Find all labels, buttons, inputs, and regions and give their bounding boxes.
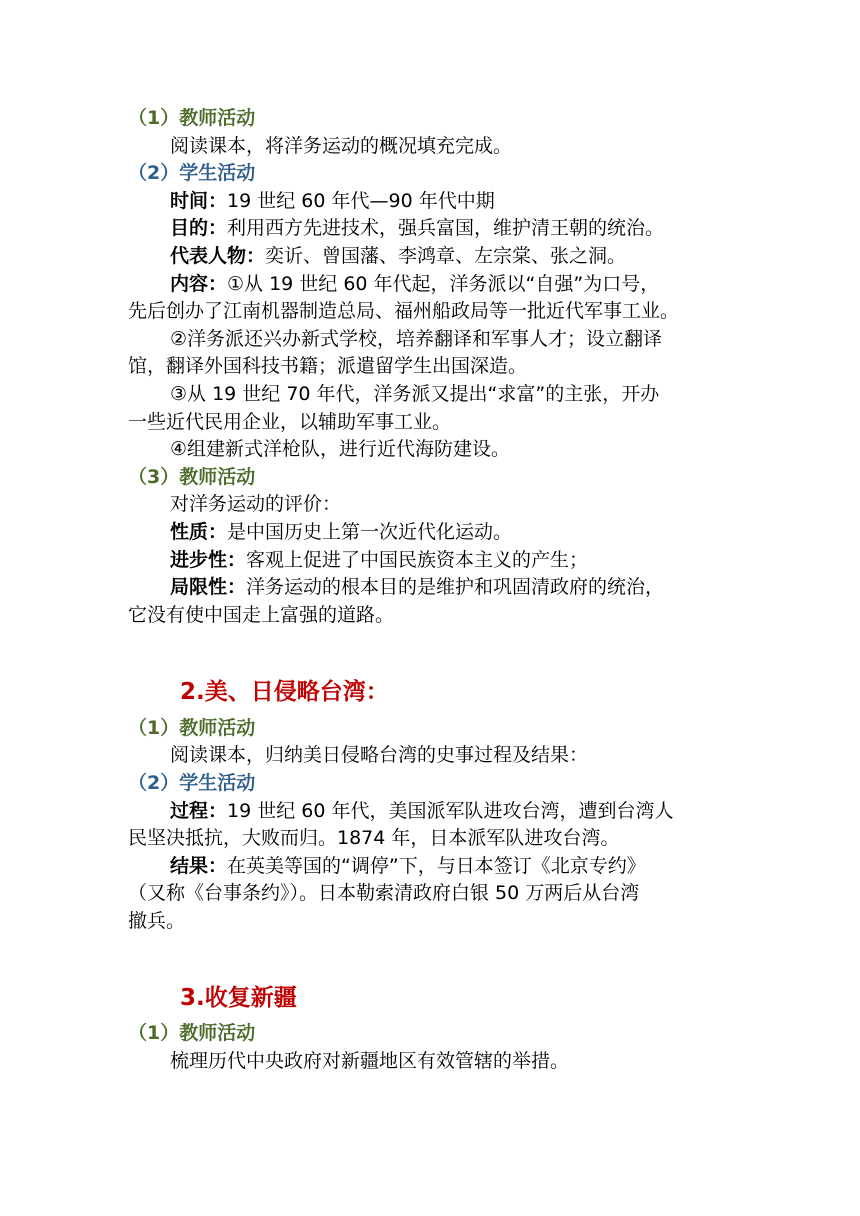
time-line xyxy=(128,188,738,216)
progress-line xyxy=(128,547,738,575)
term-label: 进步性： xyxy=(170,548,247,571)
paragraph-continuation: 一些近代民用企业，以辅助军事工业。 xyxy=(128,410,452,433)
teacher-activity-label: （3）教师活动 xyxy=(128,465,256,488)
teacher-activity-label: （1）教师活动 xyxy=(128,107,256,129)
teacher-activity-label: （1）教师活动 xyxy=(128,1022,256,1045)
paragraph-continuation: 民坚决抵抗，大败而归。1874 年，日本派军队进攻台湾。 xyxy=(128,827,620,850)
term-label: 性质： xyxy=(170,520,228,543)
term-value: 19 世纪 60 年代—90 年代中期 xyxy=(227,189,495,212)
process-line xyxy=(128,798,738,826)
student-activity-label: （2）学生活动 xyxy=(128,162,256,185)
people-line xyxy=(128,243,738,271)
paragraph-continuation: 馆，翻译外国科技书籍；派遣留学生出国深造。 xyxy=(128,355,528,378)
term-value: 在英美等国的“调停”下，与日本签订《北京专约》 xyxy=(227,854,646,877)
term-value: 客观上促进了中国民族资本主义的产生； xyxy=(246,548,589,571)
term-value: 是中国历史上第一次近代化运动。 xyxy=(227,520,513,543)
term-value: 19 世纪 60 年代，美国派军队进攻台湾，遭到台湾人 xyxy=(227,799,674,822)
result-line xyxy=(128,853,738,881)
paragraph: ③从 19 世纪 70 年代，洋务派又提出“求富”的主张，开办 xyxy=(170,382,660,405)
term-label: 结果： xyxy=(170,854,228,877)
term-value: ①从 19 世纪 60 年代起，洋务派以“自强”为口号， xyxy=(227,272,660,295)
paragraph-continuation: 先后创办了江南机器制造总局、福州船政局等一批近代军事工业。 xyxy=(128,300,680,323)
purpose-line xyxy=(128,215,738,243)
section-heading: 3.收复新疆 xyxy=(180,984,297,1011)
nature-line xyxy=(128,519,738,547)
paragraph-continuation: （又称《台事条约》）。日本勒索清政府白银 50 万两后从台湾 xyxy=(128,882,640,905)
paragraph: ④组建新式洋枪队，进行近代海防建设。 xyxy=(170,438,511,461)
teacher-activity-label: （1）教师活动 xyxy=(128,716,256,739)
term-value: 洋务运动的根本目的是维护和巩固清政府的统治， xyxy=(246,576,665,599)
term-label: 代表人物： xyxy=(170,244,266,267)
term-label: 过程： xyxy=(170,799,228,822)
term-value: 奕䜣、曾国藩、李鸿章、左宗棠、张之洞。 xyxy=(265,244,627,267)
term-label: 内容： xyxy=(170,272,228,295)
paragraph: ②洋务派还兴办新式学校，培养翻译和军事人才；设立翻译 xyxy=(170,327,663,350)
paragraph-continuation: 它没有使中国走上富强的道路。 xyxy=(128,603,395,626)
term-label: 局限性： xyxy=(170,576,247,599)
limitation-line xyxy=(128,574,738,602)
student-activity-label: （2）学生活动 xyxy=(128,772,256,795)
term-value: 利用西方先进技术，强兵富国，维护清王朝的统治。 xyxy=(227,217,665,240)
section-heading: 2.美、日侵略台湾： xyxy=(180,679,389,706)
paragraph: 阅读课本，归纳美日侵略台湾的史事过程及结果： xyxy=(170,744,589,767)
paragraph-continuation: 撤兵。 xyxy=(128,910,186,933)
paragraph: 梳理历代中央政府对新疆地区有效管辖的举措。 xyxy=(170,1049,570,1072)
document-body xyxy=(128,105,738,1075)
paragraph: 对洋务运动的评价： xyxy=(170,493,342,516)
content-line xyxy=(128,271,738,299)
term-label: 目的： xyxy=(170,217,228,240)
paragraph: 阅读课本，将洋务运动的概况填充完成。 xyxy=(170,134,513,157)
term-label: 时间： xyxy=(170,189,228,212)
